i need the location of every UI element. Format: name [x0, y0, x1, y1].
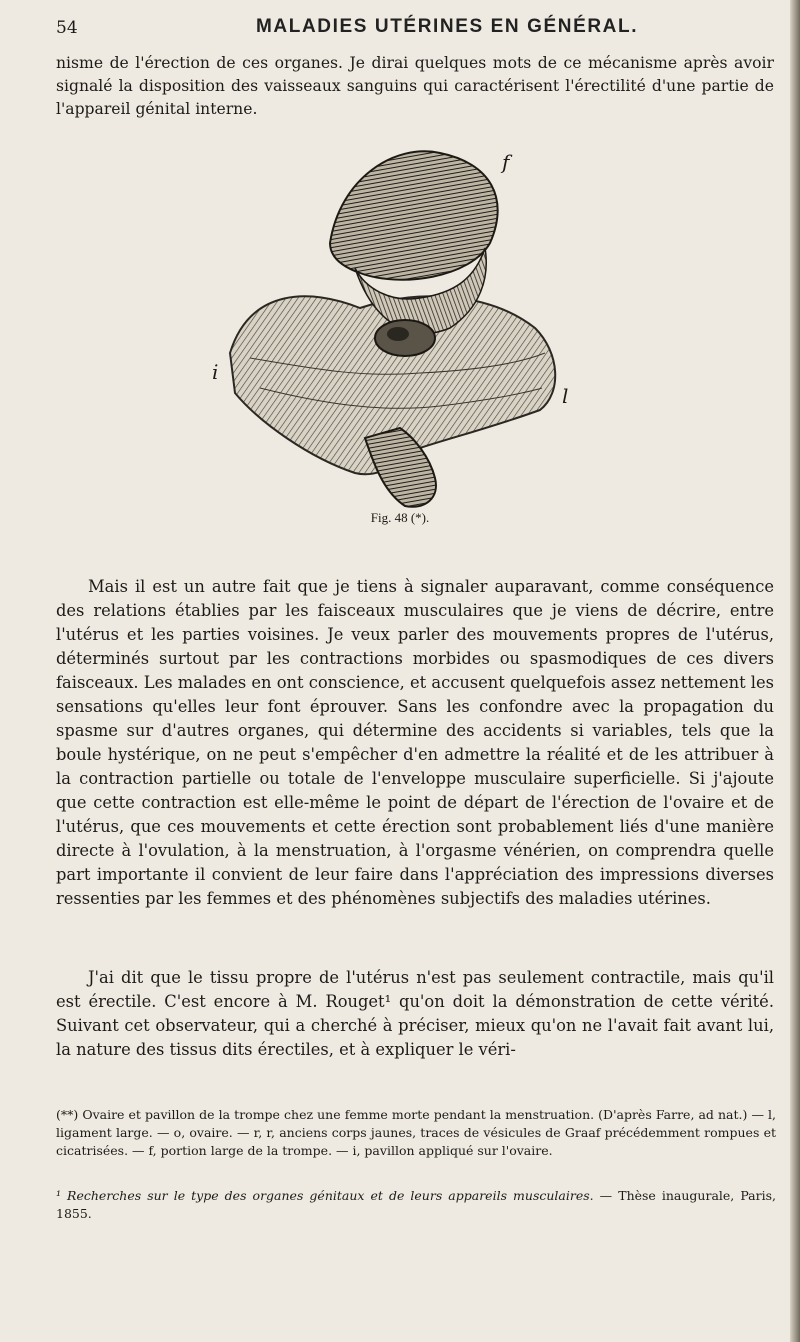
paragraph-2: Mais il est un autre fait que je tiens à signaler auparavant, comme conséquence des relations établies par les faisceaux musculaires que je viens de décrire, entre l'utérus et les parties voisines. Je veux parler des mouvements propres de l'utérus, déterminés surtout par les contractions morbides ou spasmodiques de ces divers faisceaux. Les malades en ont conscience, et accusent quelquefois assez nettement les sensations qu'elles leur font éprouver. Sans les confondre avec la propagation du spasme sur d'autres organes, qui détermine des accidents si variables, tels que la boule hystérique, on ne peut s'empêcher d'en admettre la réalité et de les attribuer à la contraction partielle ou totale de l'enveloppe musculaire superficielle. Si j'ajoute que cette contraction est elle-même le point de départ de l'érection de l'ovaire et de l'utérus, que ces mouvements et cette érection sont probablement liés d'une manière directe à l'ovulation, à la menstruation, à l'orgasme vénérien, on comprendra quelle part importante il convient de leur faire dans l'appréciation des impressions diverses ressenties par les femmes et des phénomènes subjectifs des maladies utérines.: [56, 577, 774, 908]
page-number: 54: [56, 18, 78, 38]
footnote-1-rest: — Thèse inaugurale, Paris, 1855.: [56, 1188, 776, 1221]
corpus-luteum-scar: [387, 327, 409, 341]
book-spine-edge: [790, 0, 800, 1342]
figure-caption: Fig. 48 (*).: [370, 510, 430, 525]
tube-fimbriae-shape: [330, 151, 498, 279]
ovary-and-tube-illustration: [190, 138, 590, 518]
footnote-1-title: ¹ Recherches sur le type des organes génitaux et de leurs appareils musculaires.: [56, 1188, 594, 1203]
paragraph-1: nisme de l'érection de ces organes. Je dirai quelques mots de ce mécanisme après avoir signalé la disposition des vaisseaux sanguins qui caractérisent l'érectilité d'une partie de l'appareil génital interne.: [56, 54, 774, 118]
label-l: l: [562, 384, 569, 408]
running-title: MALADIES UTÉRINES EN GÉNÉRAL.: [256, 16, 639, 37]
page-header: [56, 10, 770, 44]
footnote-figure: (**) Ovaire et pavillon de la trompe chez une femme morte pendant la menstruation. (D'après Farre, ad nat.) — l, ligament large. — o, ovaire. — r, r, anciens corps jaunes, traces de vésicules de Graaf précédemment rompues et cicatrisées. — f, portion large de la trompe. — i, pavillon appliqué sur l'ovaire.: [56, 1107, 776, 1158]
footnote-1: [56, 1187, 776, 1223]
paragraph-3: J'ai dit que le tissu propre de l'utérus n'est pas seulement contractile, mais qu'il est érectile. C'est encore à M. Rouget¹ qu'on doit la démonstration de cette vérité. Suivant cet observateur, qui a cherché à préciser, mieux qu'on ne l'avait fait avant lui, la nature des tissus dits érectiles, et à expliquer le véri-: [56, 968, 774, 1059]
label-f: f: [502, 150, 510, 174]
label-i: i: [212, 360, 219, 384]
figure-48-engraving: [190, 138, 590, 518]
